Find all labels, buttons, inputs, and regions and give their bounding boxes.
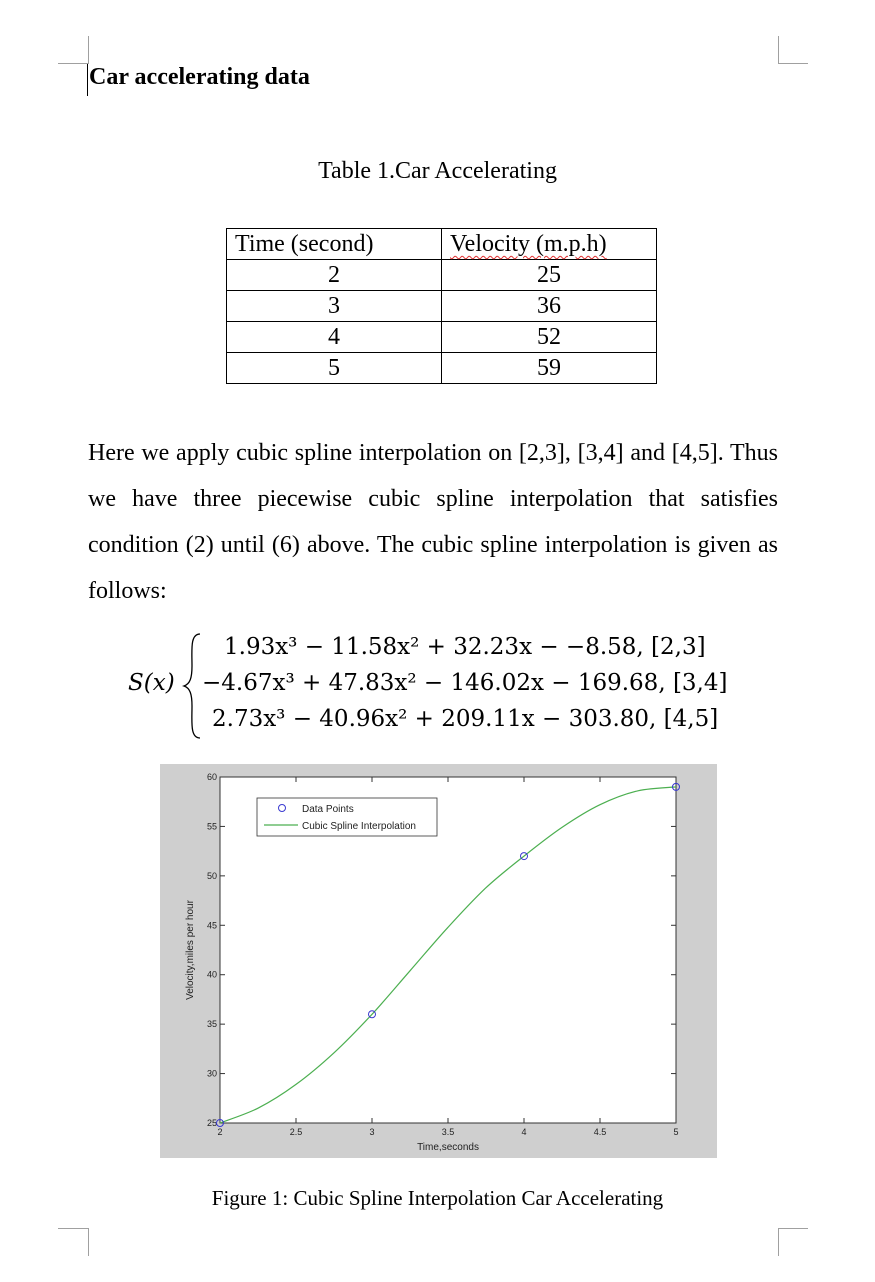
table-row [227, 291, 657, 322]
equation-lhs: S(x) [128, 670, 175, 696]
left-brace-icon [182, 632, 204, 740]
figure[interactable] [160, 764, 717, 1158]
body-paragraph[interactable]: Here we apply cubic spline interpolation on [2,3], [3,4] and [4,5]. Thus we have three piecewise cubic spline interpolation that satisfies condition (2) until (6) above. The cubic spline interpolation is given as follows: [88, 440, 778, 604]
crop-mark [58, 1228, 88, 1229]
x-tick-label: 4 [521, 1127, 527, 1137]
data-table[interactable] [226, 228, 657, 384]
crop-mark [778, 36, 779, 64]
crop-mark [88, 1228, 89, 1256]
x-axis-label: Time,seconds [417, 1142, 479, 1153]
legend-entry: Data Points [302, 804, 354, 815]
x-tick-label: 3 [369, 1127, 375, 1137]
piecewise-equation[interactable] [128, 630, 748, 742]
table-header-row [227, 229, 657, 260]
table-cell[interactable]: 25 [442, 260, 657, 291]
y-tick-label: 60 [206, 772, 217, 782]
equation-piece: −4.67x³ + 47.83x² − 146.02x − 169.68, [3,4] [202, 670, 728, 696]
y-tick-label: 55 [206, 821, 217, 832]
table-cell[interactable]: 3 [227, 291, 442, 322]
y-tick-label: 35 [206, 1019, 217, 1030]
crop-mark [58, 63, 88, 64]
x-tick-label: 4.5 [593, 1127, 607, 1137]
x-tick-label: 2.5 [289, 1127, 303, 1137]
y-tick-label: 25 [206, 1118, 217, 1128]
table-cell[interactable]: 59 [442, 353, 657, 384]
table-cell[interactable]: 52 [442, 322, 657, 353]
table-cell[interactable]: 2 [227, 260, 442, 291]
crop-mark [778, 1228, 808, 1229]
x-tick-label: 2 [217, 1127, 223, 1137]
table-row [227, 322, 657, 353]
crop-mark [88, 36, 89, 64]
crop-mark [778, 63, 808, 64]
y-tick-label: 50 [206, 870, 217, 881]
table-cell[interactable]: 5 [227, 353, 442, 384]
table-header-cell[interactable]: Time (second) [227, 229, 442, 260]
y-tick-label: 30 [206, 1068, 217, 1079]
table-header-cell[interactable] [442, 229, 657, 260]
table-cell[interactable]: 4 [227, 322, 442, 353]
y-tick-label: 40 [206, 969, 217, 980]
y-tick-label: 45 [206, 920, 217, 931]
page-heading[interactable]: Car accelerating data [89, 64, 310, 90]
spline-chart [160, 764, 717, 1158]
equation-piece: 1.93x³ − 11.58x² + 32.23x − −8.58, [2,3] [224, 634, 706, 660]
y-axis-label: Velocity,miles per hour [185, 900, 196, 1000]
crop-mark [778, 1228, 779, 1256]
x-tick-label: 5 [673, 1127, 679, 1137]
table-cell[interactable]: 36 [442, 291, 657, 322]
equation-piece: 2.73x³ − 40.96x² + 209.11x − 303.80, [4,5] [212, 706, 719, 732]
spellcheck-underlined-text[interactable]: Velocity (m.p.h) [450, 231, 607, 257]
figure-caption[interactable]: Figure 1: Cubic Spline Interpolation Car Accelerating [211, 1186, 664, 1210]
text-cursor [87, 64, 88, 96]
table-row [227, 353, 657, 384]
x-tick-label: 3.5 [441, 1127, 455, 1137]
legend-entry: Cubic Spline Interpolation [302, 821, 416, 832]
legend [257, 798, 437, 836]
table-row [227, 260, 657, 291]
table-caption[interactable]: Table 1.Car Accelerating [318, 158, 557, 184]
